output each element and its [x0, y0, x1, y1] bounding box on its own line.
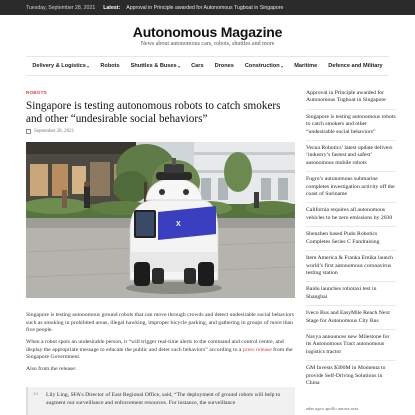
chevron-down-icon	[87, 66, 89, 68]
current-date: Tuesday, September 28, 2021	[26, 4, 96, 11]
sidebar-post-link[interactable]: Navya announces new Milestone for its Autonomous Tract autonomous logistics tractor	[306, 334, 396, 361]
sidebar-post-link[interactable]: Singapore is testing autonomous robots to catch smokers and other “undesirable social behaviors”	[306, 114, 396, 141]
top-bar	[0, 0, 415, 15]
tag-cloud[interactable]: adas agco apollo aurora avta	[306, 406, 359, 411]
chevron-down-icon	[281, 66, 283, 68]
sidebar-post-link[interactable]: Baidu launches robotaxi test in Shanghai	[306, 286, 396, 306]
article-date: September 28, 2021	[34, 129, 75, 135]
nav-item-maritime[interactable]: Maritime	[294, 63, 318, 69]
article-headline: Singapore is testing autonomous robots to catch smokers and other “undesirable social behaviors”	[26, 100, 281, 125]
calendar-icon	[26, 129, 31, 134]
article-image	[26, 142, 295, 298]
article-meta	[26, 129, 295, 134]
nav-item-drones[interactable]: Drones	[214, 63, 234, 69]
sidebar-post-link[interactable]: GM Invests $300M in Momenta to provide Self-Driving Solutions in China	[306, 365, 386, 386]
site-title[interactable]: Autonomous Magazine	[132, 24, 283, 40]
article-paragraph: Singapore is testing autonomous ground robots that can move through crowds and detect undesirable social behaviors such as smoking in prohibited areas, illegal hawking, improper bicycle parking, and gathering in groups of more than five people.	[26, 312, 295, 334]
quote-icon: “	[33, 388, 39, 403]
press-release-link[interactable]: press release	[242, 346, 272, 353]
nav-item-delivery-logistics[interactable]: Delivery & Logistics	[32, 63, 89, 69]
sidebar-post-link[interactable]: California requires all autonomous vehicles to be zero emissions by 2030	[306, 207, 396, 227]
sidebar-post-link[interactable]: Iveco Bus and EasyMile Reach Next Stage for Autonomous City Bus	[306, 310, 396, 330]
article-paragraph: When a robot spots an undesirable person, it “will trigger real-time alerts to the command and control centre, and display the appropriate message to educate the public and deter such behaviors” according to a press release from the Singapore Government.	[26, 339, 293, 361]
latest-news-ticker[interactable]: Approval in Principle awarded for Autonomous Tugboat in Singapore	[126, 4, 284, 11]
sidebar-post-link[interactable]: Fugro’s autonomous submarine completes investigation activity off the coast of Suriname	[306, 176, 396, 203]
article-category[interactable]: ROBOTS	[26, 90, 47, 95]
sidebar-post-link[interactable]: Shenzhen based Pudu Robotics Completes Series C Fundraising	[306, 231, 396, 251]
article-paragraph: Also from the release:	[26, 366, 77, 372]
nav-item-defence-military[interactable]: Defence and Military	[328, 63, 383, 69]
main-nav	[26, 56, 389, 76]
nav-item-cars[interactable]: Cars	[191, 63, 204, 69]
sidebar-recent-posts	[306, 90, 396, 395]
site-tagline: News about autonomous cars, robots, shuttles and more	[140, 41, 275, 47]
article	[26, 90, 295, 406]
robot-street-photo	[26, 142, 295, 298]
nav-item-robots[interactable]: Robots	[100, 63, 120, 69]
latest-label: Latest:	[103, 4, 121, 11]
sidebar-post-link[interactable]: Vecna Robotics’ latest update delivers ‘industry’s fastest and safest’ autonomous mobile robots	[306, 145, 396, 172]
sidebar-post-link[interactable]: Item America & Franka Emika launch world’s first autonomous coronavirus testing station	[306, 255, 396, 282]
chevron-down-icon	[178, 66, 180, 68]
robot-logo-text: X	[176, 221, 181, 228]
article-blockquote: “ Lily Ling, SFA’s Director of East Regional Office, said, “The deployment of ground robots will help to augment our surveillance and enforcement resources. For instance, the surveillance	[26, 387, 295, 415]
nav-item-construction[interactable]: Construction	[245, 63, 283, 69]
nav-item-shuttles-buses[interactable]: Shuttles & Buses	[131, 63, 181, 69]
sidebar-post-link[interactable]: Approval in Principle awarded for Autonomous Tugboat in Singapore	[306, 90, 396, 110]
